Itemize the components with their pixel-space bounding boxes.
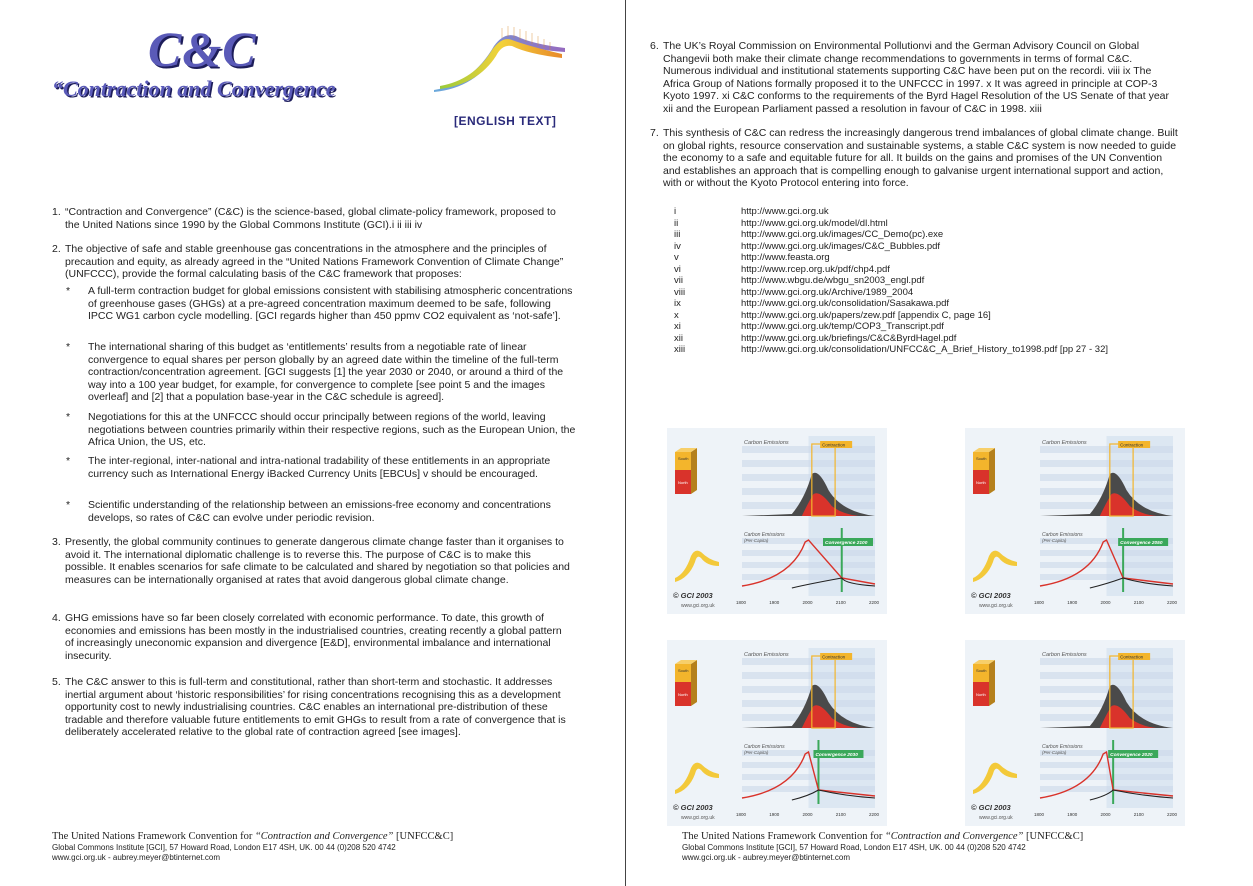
grid-band <box>742 460 875 467</box>
x-tick-label: 2000 <box>1100 600 1111 605</box>
reference-row <box>674 241 1108 253</box>
cc-chart <box>965 640 1185 826</box>
reference-link[interactable]: http://www.gci.org.uk/temp/COP3_Transcript.pdf <box>741 321 944 332</box>
convergence-marker <box>817 740 819 804</box>
reference-link[interactable]: http://www.gci.org.uk/Archive/1989_2004 <box>741 286 914 298</box>
paragraph-number: 3. <box>52 536 61 548</box>
x-tick-label: 2100 <box>835 600 846 605</box>
paragraph-text: The UK’s Royal Commission on Environmental Pollutionvi and the German Advisory Council on Global Changevii both make their climate change recommendations to governments in terms of formal C&C. Numerous individual and institutional statements supporting C&C have been put on the recordi. viii ix The Africa Group of Nations formally proposed it to the UNFCCC in 1997. x It was agreed in principle at COP-3 Kyoto 1997. xi C&C conforms to the requirements of the Byrd Hagel Resolution of the US Senate of that year xii and the European Parliament passed a resolution in favour of C&C in 1998. xiii <box>663 40 1170 115</box>
chart-copyright: © GCI 2003 <box>971 591 1011 600</box>
grid-band <box>1040 686 1173 693</box>
footer <box>52 831 453 863</box>
bottom-panel-subtitle: (Per-Capita) <box>744 538 769 543</box>
bullet-text: Negotiations for this at the UNFCCC should occur principally between regions of the world, leaving negotiations between countries primarily within their respective regions, such as the European Union, the Africa Union, the US, etc. <box>88 411 576 449</box>
reference-link[interactable]: http://www.gci.org.uk/consolidation/Sasakawa.pdf <box>741 298 950 309</box>
block-side <box>691 660 697 706</box>
reference-row <box>674 310 1108 322</box>
bullet-text: The inter-regional, inter-national and intra-national tradability of these entitlements in an appropriate currency such as International Energy iBacked Currency Units [EBCUs] v should be encouraged. <box>88 455 551 480</box>
bottom-panel-subtitle: (Per-Capita) <box>744 750 769 755</box>
reference-link[interactable]: http://www.gci.org.uk/images/C&C_Bubbles.pdf <box>741 240 941 252</box>
reference-number: v <box>674 252 679 263</box>
reference-row <box>674 252 1108 264</box>
bullet-star: * <box>66 411 71 423</box>
block-side <box>691 448 697 494</box>
right-page <box>627 0 1253 886</box>
footer-address: Global Commons Institute [GCI], 57 Howard Road, London E17 4SH, UK. 00 44 (0)208 520 4742 <box>52 843 396 852</box>
top-panel-title: Carbon Emissions <box>1042 440 1087 446</box>
grid-band <box>1040 574 1173 580</box>
reference-link[interactable]: http://www.wbgu.de/wbgu_sn2003_engl.pdf <box>741 275 925 286</box>
bottom-panel-title: Carbon Emissions <box>744 744 785 750</box>
cc-chart <box>667 428 887 614</box>
chart-svg <box>667 428 887 614</box>
paragraph-text: The objective of safe and stable greenhouse gas concentrations in the atmosphere and the principles of precaution and equity, as already agreed in the “United Nations Framework Convention of Climate Change” (UNFCCC), provide the formal calculating basis of the C&C framework that proposes: <box>65 243 564 281</box>
reference-list <box>674 206 1108 356</box>
reference-number: i <box>674 206 677 217</box>
paragraph-6 <box>650 40 1180 116</box>
chart-svg <box>667 640 887 826</box>
grid-band <box>742 474 875 481</box>
reference-row <box>674 333 1108 345</box>
south-label: South <box>976 456 987 461</box>
paragraph-number: 2. <box>52 243 61 255</box>
north-label: North <box>678 480 688 485</box>
south-block <box>675 452 691 470</box>
grid-band <box>742 658 875 665</box>
x-tick-label: 1900 <box>1067 600 1078 605</box>
x-tick-label: 1900 <box>769 600 780 605</box>
grid-band <box>1040 786 1173 792</box>
grid-band <box>742 774 875 780</box>
paragraph-number: 4. <box>52 612 61 624</box>
south-label: South <box>678 456 689 461</box>
convergence-marker <box>1112 740 1114 804</box>
x-tick-label: 2200 <box>869 812 880 817</box>
north-label: North <box>678 692 688 697</box>
reference-link[interactable]: http://www.gci.org.uk/papers/zew.pdf [appendix C, page 16] <box>741 309 991 321</box>
chart-copyright: © GCI 2003 <box>673 591 713 600</box>
chart-site: www.gci.org.uk <box>979 815 1013 821</box>
reference-number: ii <box>674 217 679 229</box>
x-tick-label: 2200 <box>1167 812 1178 817</box>
paragraph-7 <box>650 127 1180 190</box>
paragraph-text: GHG emissions have so far been closely correlated with economic performance. To date, this growth of economies and emissions has been mostly in the industrialised countries, creating recently a global pattern of increasingly uneconomic expansion and divergence [E&D], environmental imbalance and international insecurity. <box>65 612 562 662</box>
footer-address: Global Commons Institute [GCI], 57 Howard Road, London E17 4SH, UK. 00 44 (0)208 520 4742 <box>682 843 1026 852</box>
reference-link[interactable]: http://www.gci.org.uk <box>741 206 829 217</box>
reference-number: iii <box>674 229 681 240</box>
paragraph-text: The C&C answer to this is full-term and constitutional, rather than short-term and stochastic. It addresses inertial argument about ‘historic responsibilities’ for rising concentrations recognising this as a development opportunity cost to newly industrialising countries. C&C enables an international pre-distribution of these tradable and therefore valuable future entitlements to emit GHGs to result from a rate of convergence that is deliberately accelerated relative to the global rate of contraction agreed [see images]. <box>65 676 566 739</box>
bottom-panel-subtitle: (Per-Capita) <box>1042 538 1067 543</box>
reference-number: iv <box>674 240 681 252</box>
grid-band <box>1040 460 1173 467</box>
reference-row <box>674 218 1108 230</box>
reference-number: xii <box>674 332 683 344</box>
paragraph-3 <box>52 536 572 586</box>
footer-contact: www.gci.org.uk - aubrey.meyer@btinternet.com <box>682 853 851 862</box>
grid-band <box>1040 446 1173 453</box>
block-side <box>989 448 995 494</box>
top-panel-title: Carbon Emissions <box>744 440 789 446</box>
grid-band <box>1040 672 1173 679</box>
bullet-item <box>66 455 576 480</box>
convergence-tag: Convergence 2030 <box>815 753 858 758</box>
left-page <box>0 0 626 886</box>
grid-band <box>742 762 875 768</box>
south-block <box>973 664 989 682</box>
paragraph-text: Presently, the global community continues to generate dangerous climate change faster than it organises to avoid it. The international diplomatic challenge is to reverse this. The purpose of C&C is to make this possible. It enables scenarios for safe climate to be calculated and shared by negotiation so that policies and measures can be internationally organised at rates that avoid dangerous global climate change. <box>65 536 570 586</box>
x-tick-label: 1900 <box>1067 812 1078 817</box>
contraction-tag: Contraction <box>822 442 846 448</box>
footer-suffix: [UNFCC&C] <box>393 831 454 842</box>
bullet-item <box>66 411 576 449</box>
logo-mountain-icon <box>432 24 567 94</box>
grid-band <box>742 672 875 679</box>
south-block <box>675 664 691 682</box>
reference-number: viii <box>674 286 686 298</box>
grid-band <box>1040 550 1173 556</box>
cc-chart <box>965 428 1185 614</box>
page-divider <box>625 0 626 886</box>
reference-number: x <box>674 309 679 321</box>
bullet-text: Scientific understanding of the relationship between an emissions-free economy and concentrations develops, so rates of C&C can evolve under periodic revision. <box>88 499 551 524</box>
x-tick-label: 2100 <box>1133 812 1144 817</box>
footer-prefix: The United Nations Framework Convention for <box>682 831 885 842</box>
x-tick-label: 2000 <box>802 600 813 605</box>
convergence-tag: Convergence 2100 <box>825 541 868 546</box>
logo-subtitle: “Contraction and Convergence <box>52 76 336 101</box>
grid-band <box>742 550 875 556</box>
reference-number: ix <box>674 298 681 309</box>
bottom-panel-title: Carbon Emissions <box>1042 532 1083 538</box>
reference-row <box>674 264 1108 276</box>
top-panel-title: Carbon Emissions <box>744 652 789 658</box>
grid-band <box>1040 474 1173 481</box>
bullet-star: * <box>66 455 71 467</box>
bullet-star: * <box>66 499 71 511</box>
reference-link[interactable]: http://www.rcep.org.uk/pdf/chp4.pdf <box>741 263 890 275</box>
contraction-tag: Contraction <box>1120 654 1144 660</box>
reference-link[interactable]: http://www.gci.org.uk/consolidation/UNFCC&C_A_Brief_History_to1998.pdf [pp 27 - 32] <box>741 344 1108 355</box>
grid-band <box>742 574 875 580</box>
x-tick-label: 2000 <box>802 812 813 817</box>
south-label: South <box>678 668 689 673</box>
south-block <box>973 452 989 470</box>
south-label: South <box>976 668 987 673</box>
x-tick-label: 2200 <box>1167 600 1178 605</box>
bullet-item <box>66 341 576 404</box>
convergence-tag: Convergence 2050 <box>1120 541 1163 546</box>
paragraph-number: 7. <box>650 127 659 139</box>
footer-convention <box>52 831 453 843</box>
chart-svg <box>965 640 1185 826</box>
reference-row <box>674 298 1108 310</box>
footer <box>682 831 1083 863</box>
chart-site: www.gci.org.uk <box>681 815 715 821</box>
x-tick-label: 2100 <box>1133 600 1144 605</box>
bullet-item <box>66 499 576 524</box>
paragraph-number: 1. <box>52 206 61 218</box>
logo-title: C&C <box>148 21 257 77</box>
paragraph-text: “Contraction and Convergence” (C&C) is the science-based, global climate-policy framework, proposed to the United Nations since 1990 by the Global Commons Institute (GCI).i ii iii iv <box>65 206 556 231</box>
bullet-text: The international sharing of this budget as ‘entitlements’ results from a negotiable rate of linear convergence to equal shares per person globally by an agreed date within the timeline of the full-term contraction/concentration agreement. [GCI suggests [1] the year 2030 or 2040, or around a third of the way into a 100 year budget, for example, for convergence to complete [see point 5 and the images overleaf] and [2] that a population base-year in the C&C schedule is agreed]. <box>88 341 564 404</box>
bullet-star: * <box>66 285 71 297</box>
footer-suffix: [UNFCC&C] <box>1023 831 1084 842</box>
chart-copyright: © GCI 2003 <box>971 803 1011 812</box>
chart-svg <box>965 428 1185 614</box>
footer-convention <box>682 831 1083 843</box>
grid-band <box>742 686 875 693</box>
grid-band <box>1040 762 1173 768</box>
contraction-tag: Contraction <box>822 654 846 660</box>
x-tick-label: 2000 <box>1100 812 1111 817</box>
footer-contact: www.gci.org.uk - aubrey.meyer@btinternet.com <box>52 853 221 862</box>
paragraph-2 <box>52 243 572 281</box>
x-tick-label: 2100 <box>835 812 846 817</box>
x-tick-label: 1800 <box>1034 812 1045 817</box>
bottom-panel-subtitle: (Per-Capita) <box>1042 750 1067 755</box>
reference-number: xiii <box>674 344 686 355</box>
reference-number: xi <box>674 321 681 332</box>
grid-band <box>1040 658 1173 665</box>
reference-link[interactable]: http://www.feasta.org <box>741 252 830 263</box>
reference-row <box>674 206 1108 218</box>
paragraph-text: This synthesis of C&C can redress the increasingly dangerous trend imbalances of global climate change. Built on global rights, resource conservation and sustainable systems, a stable C&C system is now needed to guide the economy to a safe and equitable future for all. It builds on the gains and promises of the UN Convention and establishes an approach that is compelling enough to galvanise urgent international support and action, with or without the Kyoto Protocol entering into force. <box>663 127 1178 190</box>
convergence-marker <box>1122 528 1124 592</box>
convergence-tag: Convergence 2020 <box>1110 753 1153 758</box>
footer-italic: “Contraction and Convergence” <box>254 831 394 842</box>
reference-link[interactable]: http://www.gci.org.uk/images/CC_Demo(pc).exe <box>741 229 944 240</box>
bullet-text: A full-term contraction budget for global emissions consistent with stabilising atmospheric concentrations of greenhouse gases (GHGs) at a pre-agreed concentration maximum deemed to be safe, following IPCC WG1 carbon cycle modelling. [GCI regards higher than 450 ppmv CO2 equivalent as ‘not-safe’]. <box>88 285 573 323</box>
contraction-tag: Contraction <box>1120 442 1144 448</box>
bottom-panel-title: Carbon Emissions <box>744 532 785 538</box>
x-tick-label: 2200 <box>869 600 880 605</box>
chart-site: www.gci.org.uk <box>979 603 1013 609</box>
bottom-panel-title: Carbon Emissions <box>1042 744 1083 750</box>
x-tick-label: 1800 <box>736 600 747 605</box>
language-tag: [ENGLISH TEXT] <box>454 114 557 128</box>
paragraph-4 <box>52 612 572 662</box>
cc-chart <box>667 640 887 826</box>
reference-number: vi <box>674 263 681 275</box>
reference-row <box>674 321 1108 333</box>
paragraph-5 <box>52 676 572 739</box>
grid-band <box>742 786 875 792</box>
grid-band <box>1040 774 1173 780</box>
reference-row <box>674 287 1108 299</box>
top-panel-title: Carbon Emissions <box>1042 652 1087 658</box>
x-tick-label: 1800 <box>1034 600 1045 605</box>
reference-link[interactable]: http://www.gci.org.uk/model/dl.html <box>741 217 888 229</box>
reference-link[interactable]: http://www.gci.org.uk/briefings/C&C&ByrdHagel.pdf <box>741 332 957 344</box>
grid-band <box>742 446 875 453</box>
footer-italic: “Contraction and Convergence” <box>884 831 1024 842</box>
reference-row <box>674 229 1108 241</box>
block-side <box>989 660 995 706</box>
convergence-marker <box>841 528 843 592</box>
north-label: North <box>976 480 986 485</box>
paragraph-1 <box>52 206 572 231</box>
reference-row <box>674 344 1108 356</box>
grid-band <box>742 562 875 568</box>
x-tick-label: 1800 <box>736 812 747 817</box>
bullet-star: * <box>66 341 71 353</box>
footer-prefix: The United Nations Framework Convention for <box>52 831 255 842</box>
reference-number: vii <box>674 275 683 286</box>
chart-site: www.gci.org.uk <box>681 603 715 609</box>
bullet-item <box>66 285 576 323</box>
north-label: North <box>976 692 986 697</box>
grid-band <box>1040 562 1173 568</box>
reference-row <box>674 275 1108 287</box>
paragraph-number: 6. <box>650 40 659 52</box>
x-tick-label: 1900 <box>769 812 780 817</box>
chart-copyright: © GCI 2003 <box>673 803 713 812</box>
paragraph-number: 5. <box>52 676 61 688</box>
